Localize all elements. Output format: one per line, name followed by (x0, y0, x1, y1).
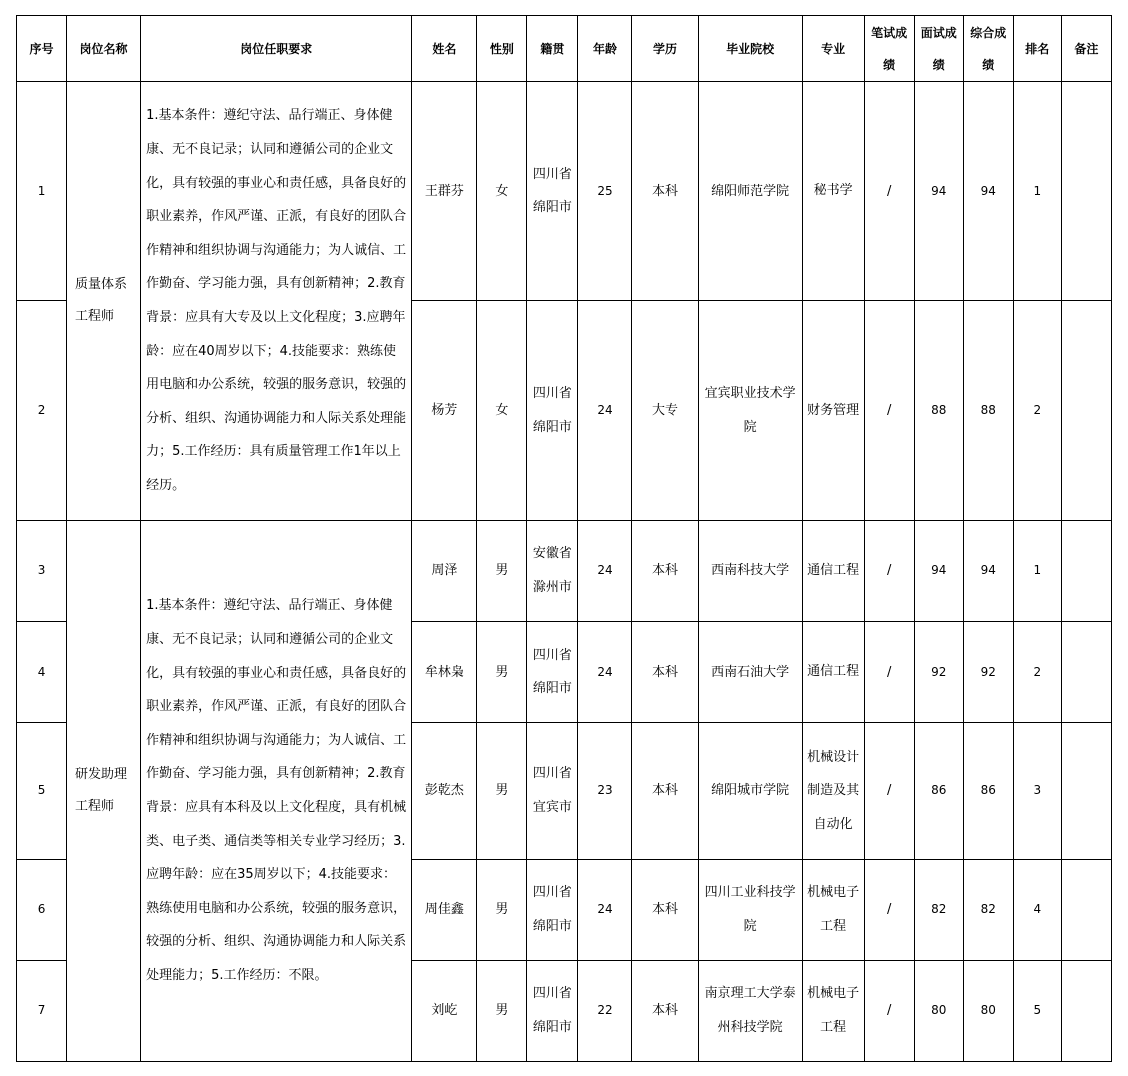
cell-origin: 四川省绵阳市 (527, 859, 578, 960)
cell-post: 研发助理工程师 (67, 520, 141, 1061)
cell-rank: 4 (1013, 859, 1061, 960)
cell-rank: 2 (1013, 622, 1061, 723)
cell-note (1061, 520, 1111, 621)
table-row (17, 82, 1112, 301)
cell-gender: 男 (477, 859, 527, 960)
cell-rank: 1 (1013, 520, 1061, 621)
cell-interview: 86 (914, 723, 963, 859)
cell-origin: 安徽省滁州市 (527, 520, 578, 621)
table-row (17, 520, 1112, 621)
header-row (17, 16, 1112, 82)
header-total-score: 综合成绩 (963, 16, 1013, 82)
header-written-score: 笔试成绩 (864, 16, 914, 82)
cell-education: 本科 (632, 723, 698, 859)
cell-major: 机械电子工程 (802, 960, 864, 1061)
cell-school: 绵阳城市学院 (698, 723, 802, 859)
cell-written: / (864, 960, 914, 1061)
cell-rank: 5 (1013, 960, 1061, 1061)
cell-age: 23 (578, 723, 632, 859)
cell-interview: 88 (914, 301, 963, 520)
cell-no: 6 (17, 859, 67, 960)
cell-school: 绵阳师范学院 (698, 82, 802, 301)
cell-name: 刘屹 (412, 960, 477, 1061)
cell-gender: 男 (477, 723, 527, 859)
cell-no: 4 (17, 622, 67, 723)
cell-interview: 80 (914, 960, 963, 1061)
cell-major: 通信工程 (802, 622, 864, 723)
cell-total: 94 (963, 520, 1013, 621)
cell-origin: 四川省绵阳市 (527, 301, 578, 520)
header-age: 年龄 (578, 16, 632, 82)
cell-major: 通信工程 (802, 520, 864, 621)
cell-major: 秘书学 (802, 82, 864, 301)
header-school: 毕业院校 (698, 16, 802, 82)
header-major: 专业 (802, 16, 864, 82)
cell-name: 周泽 (412, 520, 477, 621)
cell-written: / (864, 301, 914, 520)
header-requirements: 岗位任职要求 (141, 16, 412, 82)
cell-gender: 男 (477, 622, 527, 723)
cell-education: 本科 (632, 520, 698, 621)
cell-total: 88 (963, 301, 1013, 520)
cell-age: 22 (578, 960, 632, 1061)
cell-origin: 四川省绵阳市 (527, 960, 578, 1061)
cell-interview: 82 (914, 859, 963, 960)
cell-written: / (864, 82, 914, 301)
cell-education: 本科 (632, 960, 698, 1061)
cell-age: 25 (578, 82, 632, 301)
cell-written: / (864, 859, 914, 960)
cell-gender: 女 (477, 82, 527, 301)
cell-rank: 3 (1013, 723, 1061, 859)
cell-no: 5 (17, 723, 67, 859)
header-rank: 排名 (1013, 16, 1061, 82)
cell-gender: 男 (477, 960, 527, 1061)
header-no: 序号 (17, 16, 67, 82)
cell-education: 本科 (632, 82, 698, 301)
cell-note (1061, 960, 1111, 1061)
header-interview-score: 面试成绩 (914, 16, 963, 82)
cell-written: / (864, 723, 914, 859)
header-education: 学历 (632, 16, 698, 82)
cell-name: 彭乾杰 (412, 723, 477, 859)
cell-school: 西南科技大学 (698, 520, 802, 621)
cell-school: 南京理工大学泰州科技学院 (698, 960, 802, 1061)
candidate-table (16, 15, 1112, 1062)
cell-name: 周佳鑫 (412, 859, 477, 960)
cell-no: 1 (17, 82, 67, 301)
cell-gender: 女 (477, 301, 527, 520)
cell-name: 王群芬 (412, 82, 477, 301)
header-note: 备注 (1061, 16, 1111, 82)
cell-note (1061, 622, 1111, 723)
cell-major: 财务管理 (802, 301, 864, 520)
cell-total: 92 (963, 622, 1013, 723)
cell-education: 大专 (632, 301, 698, 520)
cell-total: 82 (963, 859, 1013, 960)
cell-age: 24 (578, 301, 632, 520)
cell-no: 2 (17, 301, 67, 520)
cell-age: 24 (578, 520, 632, 621)
header-name: 姓名 (412, 16, 477, 82)
cell-note (1061, 859, 1111, 960)
cell-origin: 四川省宜宾市 (527, 723, 578, 859)
cell-rank: 1 (1013, 82, 1061, 301)
cell-education: 本科 (632, 859, 698, 960)
cell-school: 西南石油大学 (698, 622, 802, 723)
cell-school: 宜宾职业技术学院 (698, 301, 802, 520)
cell-post: 质量体系工程师 (67, 82, 141, 521)
cell-total: 86 (963, 723, 1013, 859)
cell-written: / (864, 622, 914, 723)
cell-gender: 男 (477, 520, 527, 621)
cell-name: 牟林枭 (412, 622, 477, 723)
cell-age: 24 (578, 859, 632, 960)
cell-origin: 四川省绵阳市 (527, 622, 578, 723)
cell-interview: 92 (914, 622, 963, 723)
cell-written: / (864, 520, 914, 621)
cell-note (1061, 723, 1111, 859)
cell-origin: 四川省绵阳市 (527, 82, 578, 301)
cell-no: 3 (17, 520, 67, 621)
cell-total: 94 (963, 82, 1013, 301)
header-post: 岗位名称 (67, 16, 141, 82)
cell-no: 7 (17, 960, 67, 1061)
header-gender: 性别 (477, 16, 527, 82)
cell-requirements: 1.基本条件：遵纪守法、品行端正、身体健康、无不良记录；认同和遵循公司的企业文化，具有较强的事业心和责任感，具备良好的职业素养，作风严谨、正派，有良好的团队合作精神和组织协调与沟通能力；为人诚信、工作勤奋、学习能力强，具有创新精神；2.教育背景：应具有大专及以上文化程度；3.应聘年龄：应在40周岁以下；4.技能要求：熟练使用电脑和办公系统，较强的服务意识，较强的分析、组织、沟通协调能力和人际关系处理能力；5.工作经历：具有质量管理工作1年以上经历。 (141, 82, 412, 521)
cell-rank: 2 (1013, 301, 1061, 520)
cell-school: 四川工业科技学院 (698, 859, 802, 960)
cell-interview: 94 (914, 520, 963, 621)
cell-age: 24 (578, 622, 632, 723)
cell-requirements: 1.基本条件：遵纪守法、品行端正、身体健康、无不良记录；认同和遵循公司的企业文化，具有较强的事业心和责任感，具备良好的职业素养，作风严谨、正派，有良好的团队合作精神和组织协调与沟通能力；为人诚信、工作勤奋、学习能力强，具有创新精神；2.教育背景：应具有本科及以上文化程度，具有机械类、电子类、通信类等相关专业学习经历；3.应聘年龄：应在35周岁以下；4.技能要求：熟练使用电脑和办公系统，较强的服务意识，较强的分析、组织、沟通协调能力和人际关系处理能力；5.工作经历：不限。 (141, 520, 412, 1061)
header-origin: 籍贯 (527, 16, 578, 82)
cell-major: 机械电子工程 (802, 859, 864, 960)
cell-education: 本科 (632, 622, 698, 723)
cell-note (1061, 82, 1111, 301)
cell-major: 机械设计制造及其自动化 (802, 723, 864, 859)
cell-name: 杨芳 (412, 301, 477, 520)
cell-total: 80 (963, 960, 1013, 1061)
cell-note (1061, 301, 1111, 520)
cell-interview: 94 (914, 82, 963, 301)
